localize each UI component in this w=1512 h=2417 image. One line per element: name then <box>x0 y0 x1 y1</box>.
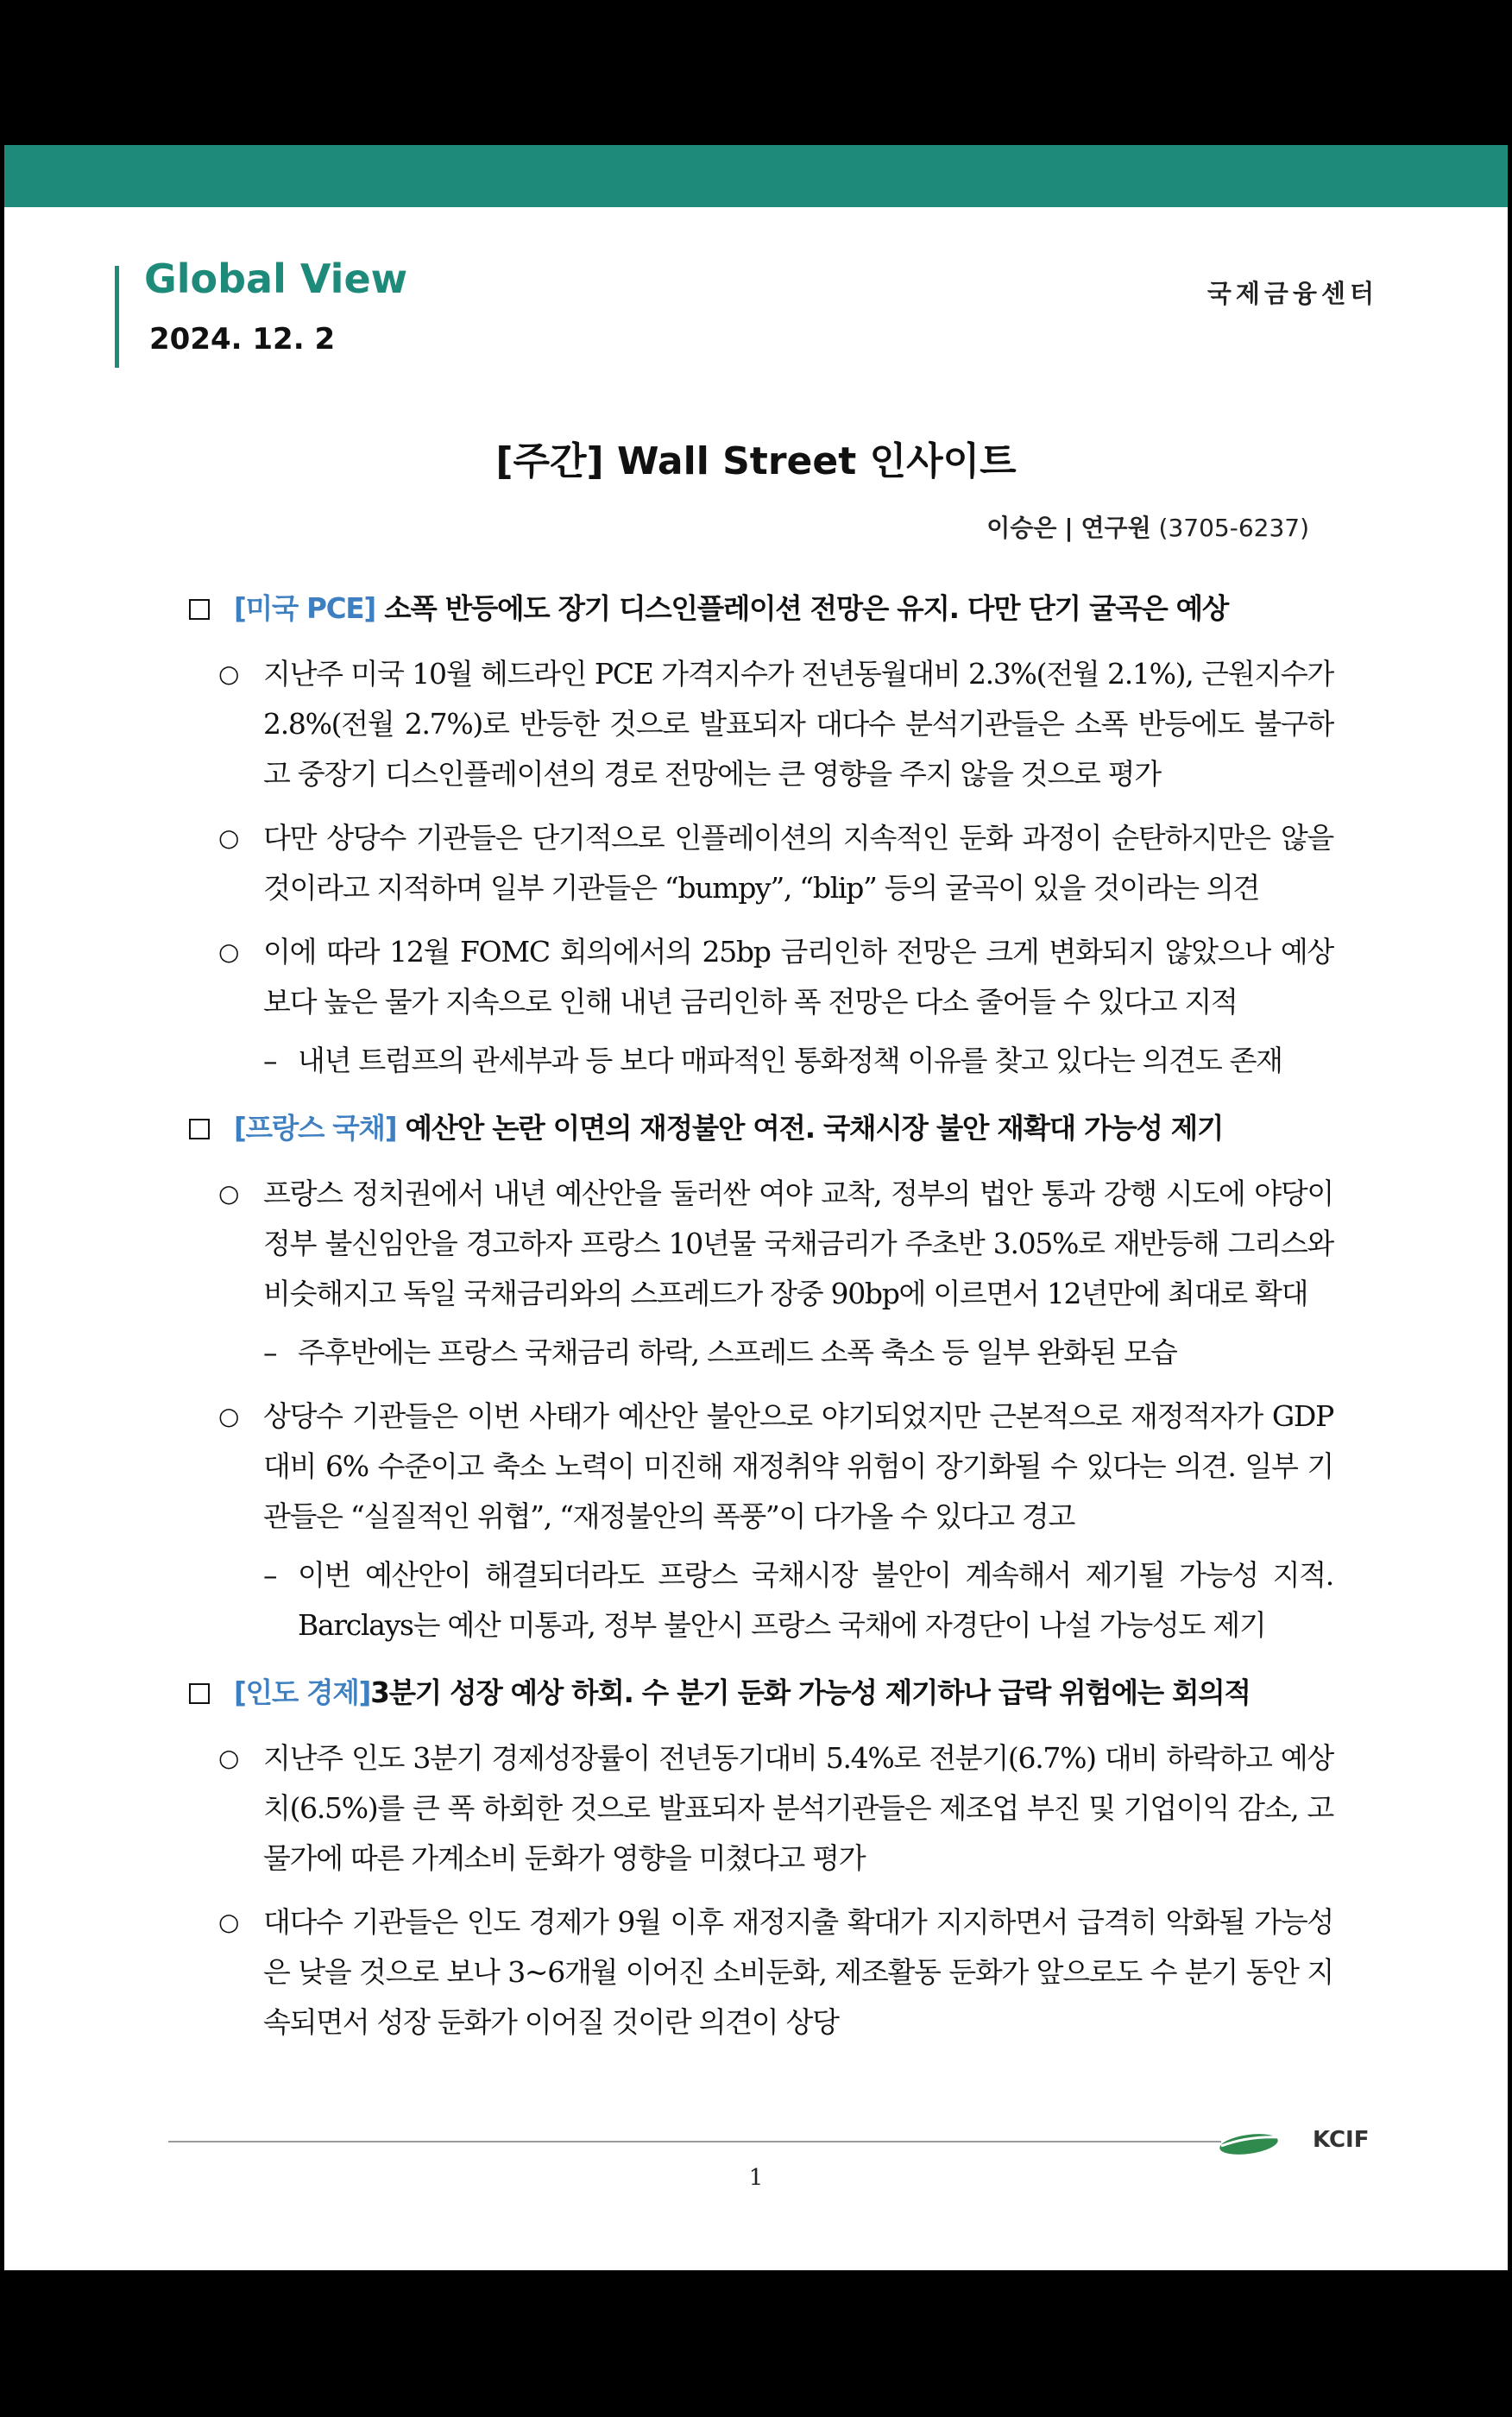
author-name: 이승은 <box>986 514 1057 542</box>
author-line <box>986 509 1309 544</box>
kcif-leaf-logo-icon <box>1216 2127 1285 2158</box>
bullet-paragraph <box>186 1733 1333 1884</box>
footer-divider <box>168 2141 1221 2142</box>
bullet-paragraph <box>186 927 1333 1027</box>
author-separator: | <box>1064 514 1074 542</box>
report-date: 2024. 12. 2 <box>149 322 336 357</box>
section-tag: [인도 경제] <box>234 1676 371 1709</box>
sub-bullet-text: 이번 예산안이 해결되더라도 프랑스 국채시장 불안이 계속해서 제기될 가능성 지적. Barclays는 예산 미통과, 정부 불안시 프랑스 국채에 자경단이 나설 가능성도 제기 <box>298 1558 1333 1642</box>
bullet-text: 지난주 미국 10월 헤드라인 PCE 가격지수가 전년동월대비 2.3%(전월 2.1%), 근원지수가 2.8%(전월 2.7%)로 반등한 것으로 발표되자 대다수 분석기관들은 소폭 반등에도 불구하고 중장기 디스인플레이션의 경로 전망에는 큰 영향을 주지 않을 것으로 평가 <box>263 657 1333 791</box>
section-heading-text: 소폭 반등에도 장기 디스인플레이션 전망은 유지. 다만 단기 굴곡은 예상 <box>375 592 1229 625</box>
section-box-marker <box>189 599 210 620</box>
bullet-marker: ○ <box>218 1744 239 1772</box>
sub-bullet-text: 주후반에는 프랑스 국채금리 하락, 스프레드 소폭 축소 등 일부 완화된 모습 <box>298 1335 1177 1369</box>
section-tag: [프랑스 국채] <box>234 1112 397 1145</box>
brand-accent-bar <box>115 266 119 368</box>
bullet-text: 대다수 기관들은 인도 경제가 9월 이후 재정지출 확대가 지지하면서 급격히 악화될 가능성은 낮을 것으로 보나 3~6개월 이어진 소비둔화, 제조활동 둔화가 앞으로도 수 분기 동안 지속되면서 성장 둔화가 이어질 것이란 의견이 상당 <box>263 1905 1333 2039</box>
author-phone: (3705-6237) <box>1158 514 1309 542</box>
document-body <box>186 566 1333 2048</box>
section-tag: [미국 PCE] <box>234 592 376 625</box>
section-heading <box>186 1101 1333 1155</box>
bullet-marker: ○ <box>218 1402 239 1430</box>
sub-bullet-paragraph <box>186 1328 1333 1378</box>
sub-bullet-text: 내년 트럼프의 관세부과 등 보다 매파적인 통화정책 이유를 찾고 있다는 의견도 존재 <box>298 1044 1282 1077</box>
author-role: 연구원 <box>1080 514 1151 542</box>
section-heading-text: 3분기 성장 예상 하회. 수 분기 둔화 가능성 제기하나 급락 위험에는 회의적 <box>370 1676 1251 1709</box>
brand-title: Global View <box>144 256 408 302</box>
bullet-text: 이에 따라 12월 FOMC 회의에서의 25bp 금리인하 전망은 크게 변화되지 않았으나 예상보다 높은 물가 지속으로 인해 내년 금리인하 폭 전망은 다소 줄어들 수 있다고 지적 <box>263 935 1333 1019</box>
bullet-paragraph <box>186 649 1333 799</box>
organization-name: 국제금융센터 <box>1206 279 1378 308</box>
bullet-paragraph <box>186 1169 1333 1319</box>
bullet-text: 상당수 기관들은 이번 사태가 예산안 불안으로 야기되었지만 근본적으로 재정적자가 GDP 대비 6% 수준이고 축소 노력이 미진해 재정취약 위험이 장기화될 수 있다는 의견. 일부 기관들은 “실질적인 위협”, “재정불안의 폭풍”이 다가올 수 있다고 경고 <box>263 1399 1333 1533</box>
bullet-text: 다만 상당수 기관들은 단기적으로 인플레이션의 지속적인 둔화 과정이 순탄하지만은 않을 것이라고 지적하며 일부 기관들은 “bumpy”, “blip” 등의 굴곡이 있을 것이라는 의견 <box>263 821 1333 905</box>
section-heading <box>186 1666 1333 1720</box>
bullet-marker: ○ <box>218 1908 239 1936</box>
section-heading-text: 예산안 논란 이면의 재정불안 여전. 국채시장 불안 재확대 가능성 제기 <box>396 1112 1224 1145</box>
sub-bullet-paragraph <box>186 1036 1333 1086</box>
footer-brand: KCIF <box>1313 2127 1370 2153</box>
bullet-marker: ○ <box>218 1179 239 1208</box>
bullet-paragraph <box>186 1392 1333 1542</box>
section-box-marker <box>189 1119 210 1139</box>
bullet-paragraph <box>186 813 1333 913</box>
bullet-text: 지난주 인도 3분기 경제성장률이 전년동기대비 5.4%로 전분기(6.7%) 대비 하락하고 예상치(6.5%)를 큰 폭 하회한 것으로 발표되자 분석기관들은 제조업 부진 및 기업이익 감소, 고물가에 따른 가계소비 둔화가 영향을 미쳤다고 평가 <box>263 1741 1333 1875</box>
sub-bullet-marker: – <box>263 1044 277 1077</box>
sub-bullet-paragraph <box>186 1550 1333 1650</box>
document-page <box>4 145 1508 2270</box>
top-accent-bar <box>4 145 1508 207</box>
bullet-paragraph <box>186 1897 1333 2048</box>
document-title: [주간] Wall Street 인사이트 <box>495 439 1017 483</box>
sub-bullet-marker: – <box>263 1335 277 1369</box>
section-box-marker <box>189 1683 210 1704</box>
bullet-marker: ○ <box>218 937 239 966</box>
bullet-marker: ○ <box>218 659 239 688</box>
bullet-text: 프랑스 정치권에서 내년 예산안을 둘러싼 여야 교착, 정부의 법안 통과 강행 시도에 야당이 정부 불신임안을 경고하자 프랑스 10년물 국채금리가 주초반 3.05%로 재반등해 그리스와 비슷해지고 독일 국채금리와의 스프레드가 장중 90bp에 이르면서 12년만에 최대로 확대 <box>263 1177 1333 1310</box>
section-heading <box>186 582 1333 635</box>
bullet-marker: ○ <box>218 824 239 852</box>
sub-bullet-marker: – <box>263 1558 277 1592</box>
page-number: 1 <box>748 2165 764 2191</box>
